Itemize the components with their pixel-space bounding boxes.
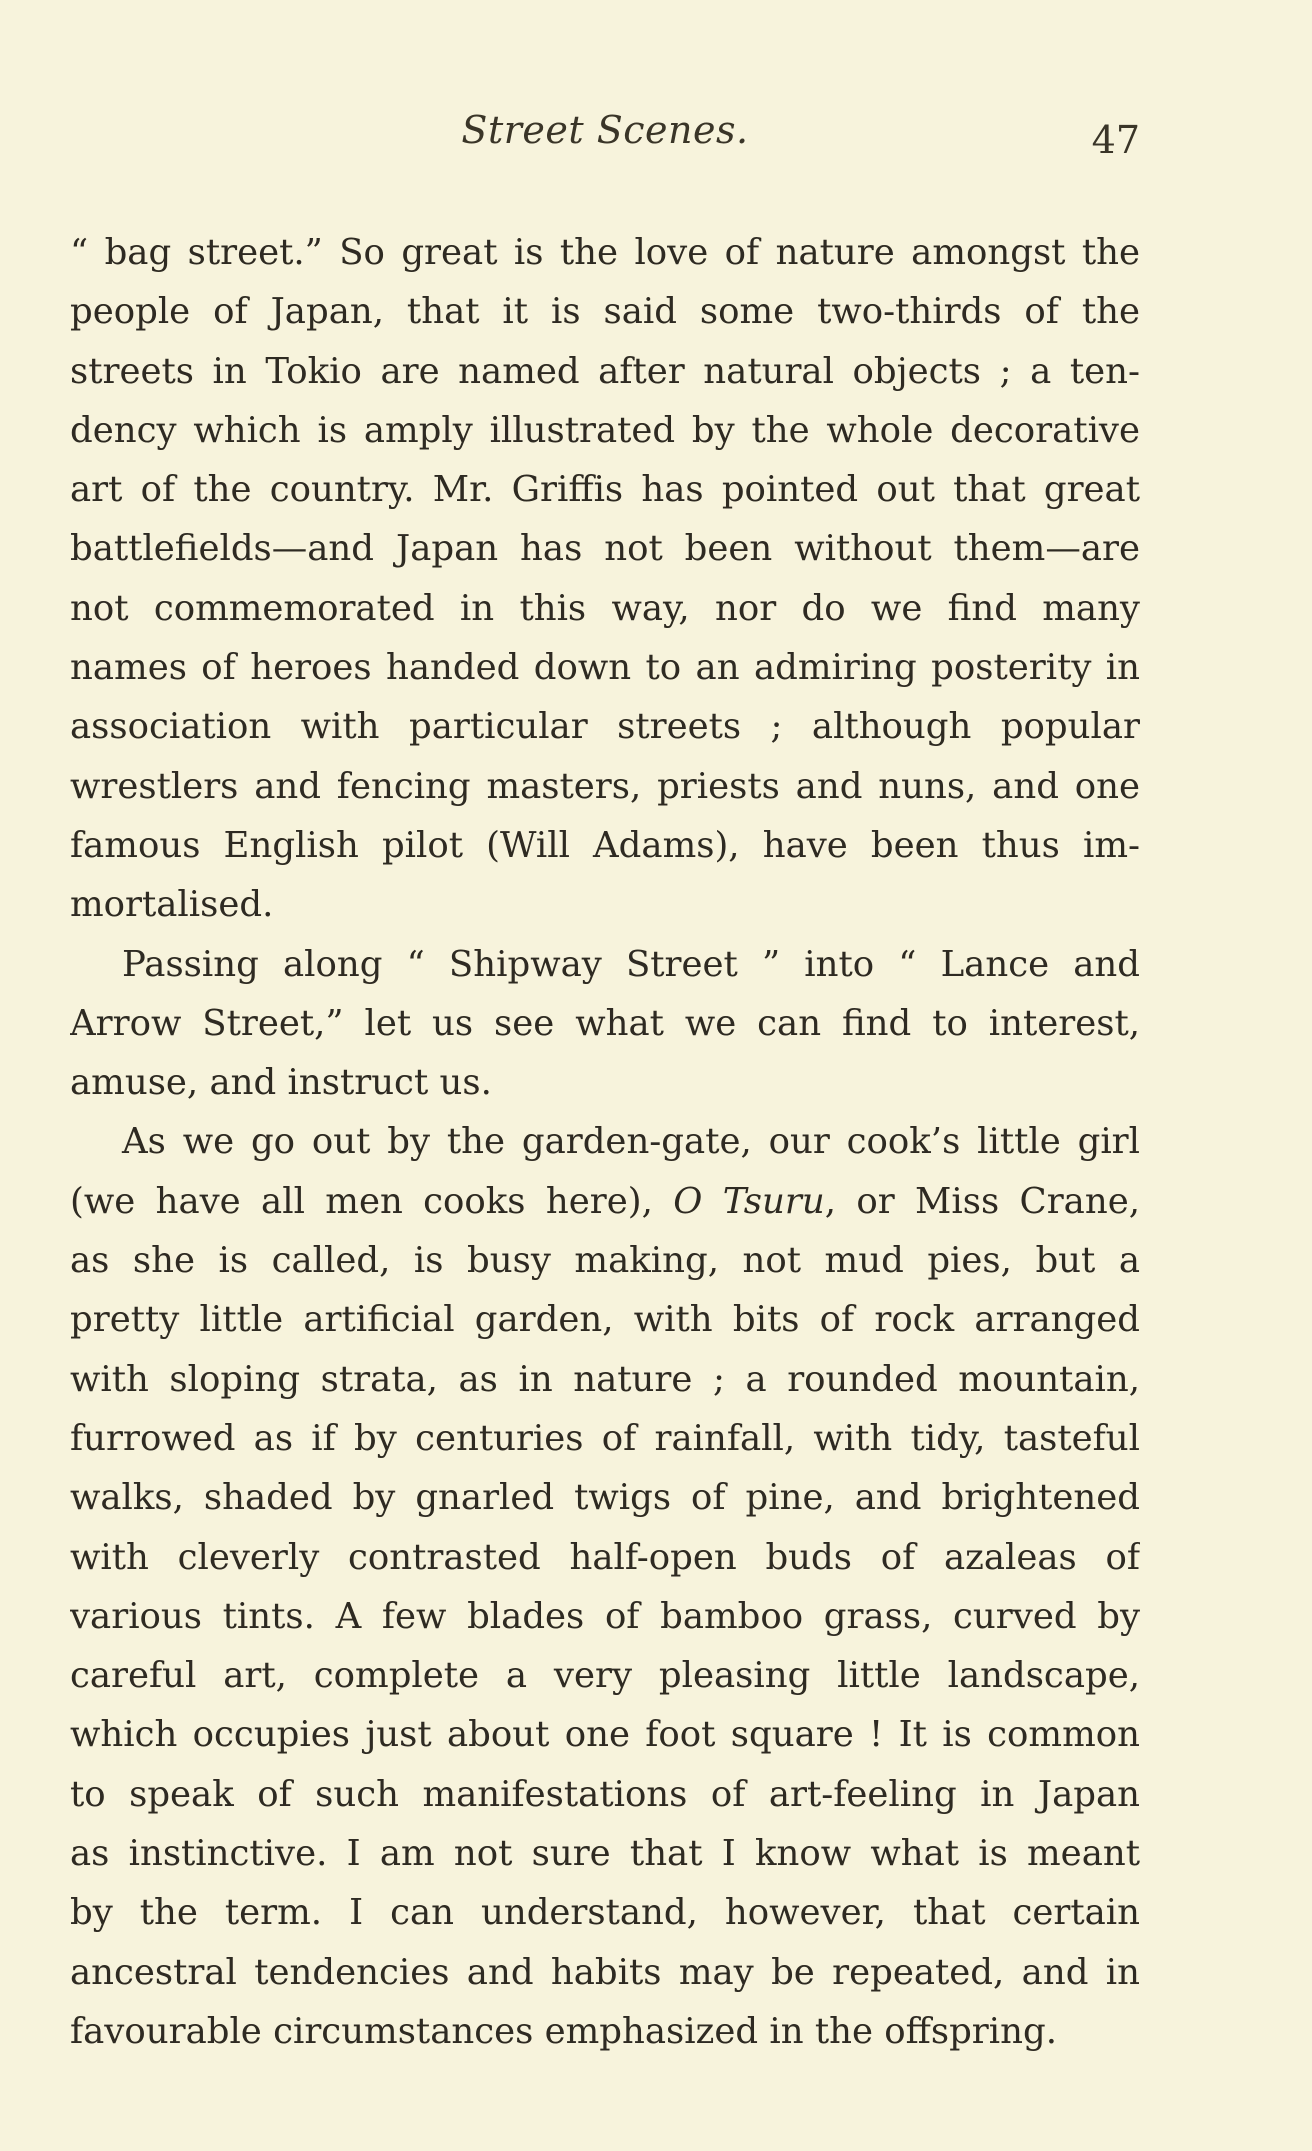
text-line [70,994,1140,1053]
text-line [70,1231,1140,1290]
text-line [70,519,1140,578]
text-line [70,697,1140,756]
text-line [70,1824,1140,1883]
text-segment: , or Miss Crane, [824,1180,1140,1222]
text-line [70,1705,1140,1764]
text-segment: Passing along “ Shipway Street ” into “ Lance and [122,943,1140,985]
text-segment: famous English pilot (Will Adams), have been thus im- [70,824,1140,866]
text-segment: Arrow Street,” let us see what we can find to interest, [70,1002,1140,1044]
text-segment: wrestlers and fencing masters, priests and nuns, and one [70,765,1140,807]
text-line [70,223,1140,282]
text-segment: battlefields—and Japan has not been without them—are [70,528,1140,570]
text-segment: ancestral tendencies and habits may be repeated, and in [70,1951,1140,1993]
text-segment: with cleverly contrasted half-open buds of azaleas of [70,1536,1140,1578]
body-text [70,223,1140,2061]
text-segment: “ bag street.” So great is the love of nature amongst the [70,232,1140,273]
text-line [70,757,1140,816]
text-line [70,1468,1140,1527]
text-segment: as she is called, is busy making, not mud pies, but a [70,1240,1140,1282]
text-line [70,1943,1140,2002]
text-line [70,1646,1140,1705]
text-line [70,935,1140,994]
text-line [70,1765,1140,1824]
text-segment: dency which is amply illustrated by the whole decorative [70,409,1140,451]
text-segment: walks, shaded by gnarled twigs of pine, and brightened [70,1477,1140,1519]
text-line [70,1883,1140,1942]
text-segment: by the term. I can understand, however, that certain [70,1892,1140,1934]
text-line [70,1587,1140,1646]
text-segment: furrowed as if by centuries of rainfall, with tidy, tasteful [70,1417,1140,1459]
running-title: Street Scenes. [461,108,749,152]
text-segment: people of Japan, that it is said some two-thirds of the [70,291,1140,333]
text-segment: art of the country. Mr. Griffis has pointed out that great [70,469,1140,511]
text-segment: As we go out by the garden-gate, our cook’s little girl [122,1121,1140,1163]
text-segment: which occupies just about one foot square ! It is common [70,1714,1140,1756]
text-line [70,1172,1140,1231]
text-segment: with sloping strata, as in nature ; a rounded mountain, [70,1358,1140,1400]
text-line [70,401,1140,460]
running-head [70,108,1140,168]
text-segment: as instinctive. I am not sure that I know what is meant [70,1833,1140,1875]
text-line [70,579,1140,638]
text-line [70,638,1140,697]
text-segment: to speak of such manifestations of art-feeling in Japan [70,1773,1140,1815]
text-line [70,2002,1140,2061]
text-line [70,282,1140,341]
text-line [70,1350,1140,1409]
text-line [70,1528,1140,1587]
text-line [70,1290,1140,1349]
text-line [70,1112,1140,1171]
page-number: 47 [1091,118,1140,162]
text-segment: association with particular streets ; although popular [70,706,1140,748]
text-segment: names of heroes handed down to an admiring posterity in [70,647,1140,689]
text-line [70,816,1140,875]
text-line [70,460,1140,519]
text-segment: careful art, complete a very pleasing little landscape, [70,1655,1140,1697]
text-segment: (we have all men cooks here), [70,1180,674,1222]
italic-name: O Tsuru [673,1180,825,1222]
text-line [70,342,1140,401]
text-segment: not commemorated in this way, nor do we find many [70,587,1140,629]
text-segment: mortalised. [70,884,274,926]
text-segment: streets in Tokio are named after natural objects ; a ten- [70,350,1140,392]
text-segment: amuse, and instruct us. [70,1062,492,1104]
text-segment: various tints. A few blades of bamboo grass, curved by [70,1595,1140,1637]
text-line [70,1053,1140,1112]
text-line [70,875,1140,934]
text-segment: pretty little artificial garden, with bits of rock arranged [70,1299,1140,1341]
text-segment: favourable circumstances emphasized in the offspring. [70,2010,1057,2052]
text-line [70,1409,1140,1468]
